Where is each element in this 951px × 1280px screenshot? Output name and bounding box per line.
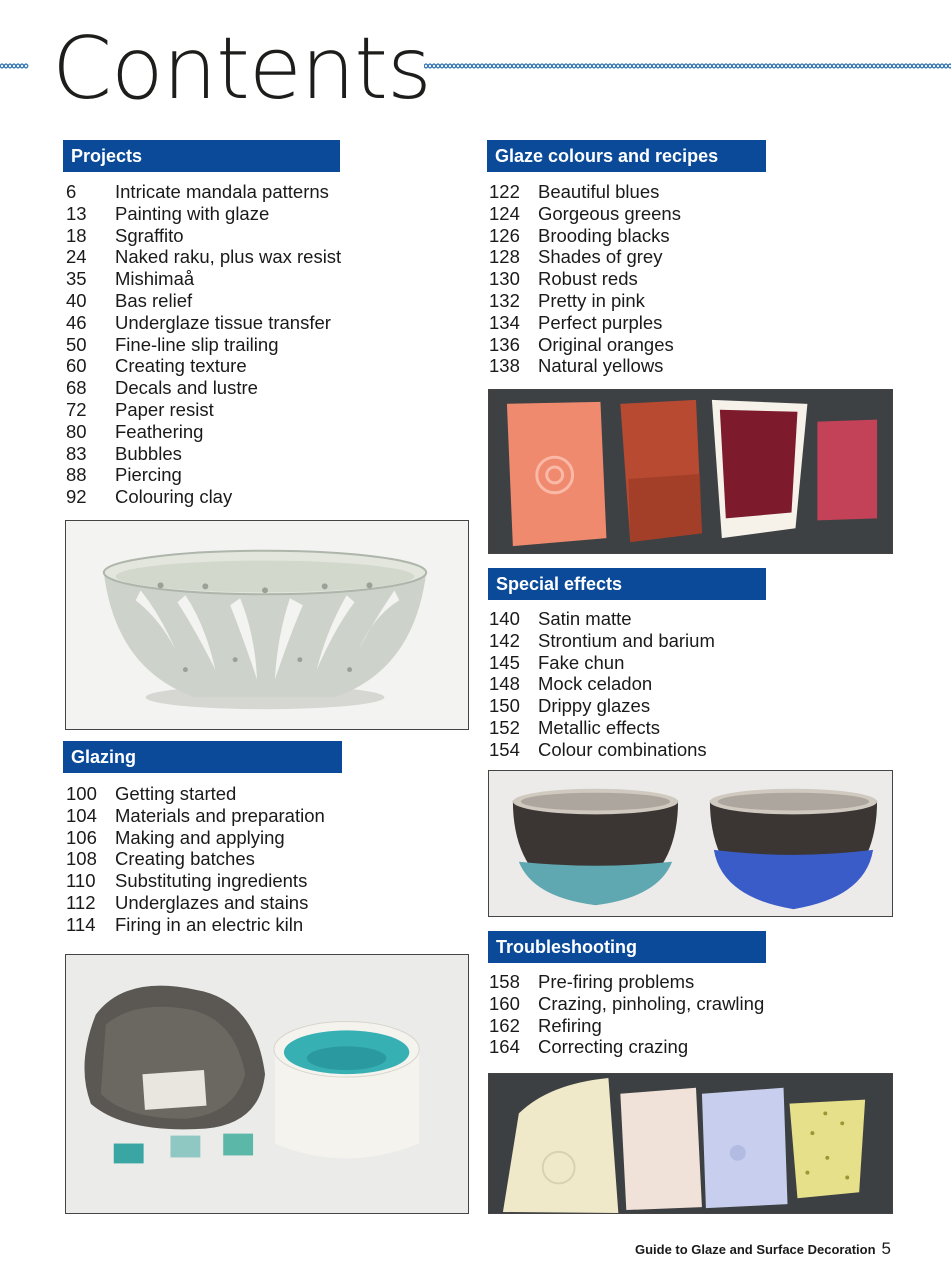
toc-entry (66, 355, 341, 377)
toc-page-number: 122 (489, 181, 520, 202)
toc-page-number: 108 (66, 848, 97, 870)
toc-entry-title: Drippy glazes (538, 695, 651, 717)
toc-page-number: 6 (66, 181, 77, 202)
toc-entry (489, 246, 681, 268)
toc-entry-title: Beautiful blues (538, 181, 660, 202)
toc-entry (489, 225, 681, 247)
toc-entry-title: Bas relief (115, 289, 193, 311)
toc-page-number: 104 (66, 804, 97, 826)
toc-entry-title: Piercing (115, 464, 182, 486)
toc-entry-title: Getting started (115, 783, 237, 804)
toc-page-number: 152 (489, 716, 520, 738)
toc-entry-title: Gorgeous greens (538, 202, 681, 224)
toc-entry-title: Underglaze tissue transfer (115, 311, 331, 333)
toc-page-number: 158 (489, 971, 520, 992)
toc-page-number: 46 (66, 311, 87, 333)
toc-entry-title: Decals and lustre (115, 377, 258, 399)
toc-entry (66, 464, 341, 486)
glaze-faults-tiles-photo (488, 1073, 893, 1214)
toc-entry (66, 399, 341, 421)
footer-book-title: Guide to Glaze and Surface Decoration (634, 1242, 876, 1257)
toc-entry (489, 652, 715, 674)
toc-entry (66, 290, 341, 312)
section-header-projects: Projects (63, 140, 340, 172)
toc-page-number: 154 (489, 738, 520, 760)
toc-entry-title: Metallic effects (538, 716, 661, 738)
toc-page-number: 148 (489, 673, 520, 695)
toc-page-number: 13 (66, 202, 87, 224)
toc-entry-title: Mock celadon (538, 673, 653, 695)
toc-page-number: 112 (66, 891, 96, 913)
toc-entry (66, 181, 341, 203)
toc-entry-title: Colour combinations (538, 738, 707, 760)
toc-entry (489, 608, 715, 630)
toc-entry-title: Brooding blacks (538, 224, 670, 246)
toc-entry (489, 312, 681, 334)
toc-list-projects (66, 181, 341, 508)
toc-entry-title: Making and applying (115, 826, 285, 848)
toc-page-number: 35 (66, 268, 87, 290)
toc-entry-title: Pretty in pink (538, 289, 645, 311)
section-header-special-effects: Special effects (488, 568, 766, 600)
toc-entry (66, 421, 341, 443)
toc-entry-title: Shades of grey (538, 246, 663, 268)
toc-page-number: 130 (489, 268, 520, 290)
toc-entry-title: Mishimaå (115, 268, 195, 290)
footer-page-number: 5 (881, 1239, 891, 1258)
toc-page-number: 110 (66, 870, 96, 892)
toc-entry (66, 246, 341, 268)
toc-page-number: 145 (489, 651, 520, 673)
toc-entry-title: Correcting crazing (538, 1036, 689, 1058)
toc-entry-title: Fine-line slip trailing (115, 333, 279, 355)
toc-page-number: 114 (66, 913, 96, 935)
toc-entry (489, 717, 715, 739)
toc-page-number: 60 (66, 355, 87, 377)
toc-entry-title: Perfect purples (538, 311, 663, 333)
toc-entry-title: Sgraffito (115, 224, 184, 246)
toc-entry (66, 848, 325, 870)
toc-page-number: 83 (66, 442, 87, 464)
toc-list-special-effects (489, 608, 715, 761)
toc-entry-title: Underglazes and stains (115, 891, 309, 913)
page-title: Contents (52, 19, 431, 119)
toc-page-number: 164 (489, 1036, 520, 1058)
toc-entry (489, 1015, 764, 1037)
toc-page-number: 72 (66, 398, 87, 420)
toc-page-number: 142 (489, 629, 520, 651)
toc-entry (489, 334, 681, 356)
toc-entry-title: Paper resist (115, 398, 214, 420)
toc-page-number: 88 (66, 464, 87, 486)
toc-page-number: 162 (489, 1014, 520, 1036)
toc-page-number: 126 (489, 224, 520, 246)
glaze-materials-photo (65, 954, 469, 1214)
toc-page-number: 80 (66, 420, 87, 442)
toc-entry (489, 268, 681, 290)
toc-page-number: 132 (489, 289, 520, 311)
toc-page-number: 100 (66, 783, 97, 804)
toc-entry-title: Feathering (115, 420, 204, 442)
toc-entry (66, 827, 325, 849)
toc-entry-title: Crazing, pinholing, crawling (538, 992, 765, 1014)
toc-entry (489, 203, 681, 225)
toc-entry (66, 914, 325, 936)
toc-list-troubleshooting (489, 971, 764, 1058)
glaze-colour-tiles-photo (488, 389, 893, 554)
toc-entry (489, 1036, 764, 1058)
toc-entry (489, 630, 715, 652)
toc-entry (66, 377, 341, 399)
toc-entry-title: Natural yellows (538, 355, 664, 377)
toc-entry (66, 805, 325, 827)
toc-page-number: 128 (489, 246, 520, 268)
toc-entry-title: Creating batches (115, 848, 255, 870)
toc-entry-title: Materials and preparation (115, 804, 325, 826)
toc-entry (489, 971, 764, 993)
toc-entry-title: Creating texture (115, 355, 247, 377)
toc-page-number: 18 (66, 224, 87, 246)
toc-entry (66, 203, 341, 225)
toc-entry (489, 673, 715, 695)
toc-entry (66, 486, 341, 508)
pierced-bowl-photo (65, 520, 469, 730)
toc-page-number: 50 (66, 333, 87, 355)
toc-entry-title: Fake chun (538, 651, 625, 673)
toc-page-number: 40 (66, 289, 87, 311)
toc-page-number: 24 (66, 246, 87, 268)
toc-entry (489, 355, 681, 377)
toc-entry-title: Original oranges (538, 333, 674, 355)
toc-entry (66, 892, 325, 914)
toc-list-glazing (66, 783, 325, 936)
toc-page-number: 138 (489, 355, 520, 377)
toc-entry-title: Pre-firing problems (538, 971, 695, 992)
toc-entry-title: Bubbles (115, 442, 182, 464)
toc-list-glaze-colours (489, 181, 681, 377)
toc-entry (66, 870, 325, 892)
toc-page-number: 160 (489, 992, 520, 1014)
toc-entry (66, 334, 341, 356)
toc-entry (66, 312, 341, 334)
page-footer (635, 1239, 891, 1259)
toc-page-number: 124 (489, 202, 520, 224)
toc-page-number: 92 (66, 486, 87, 508)
toc-entry-title: Intricate mandala patterns (115, 181, 329, 202)
toc-entry (489, 181, 681, 203)
toc-entry (489, 993, 764, 1015)
toc-page-number: 136 (489, 333, 520, 355)
toc-page-number: 68 (66, 377, 87, 399)
wave-divider-right (424, 60, 951, 72)
toc-entry-title: Substituting ingredients (115, 870, 308, 892)
toc-page-number: 134 (489, 311, 520, 333)
two-bowls-photo (488, 770, 893, 917)
toc-entry-title: Strontium and barium (538, 629, 715, 651)
toc-entry (66, 443, 341, 465)
toc-page-number: 140 (489, 608, 520, 629)
toc-entry (66, 225, 341, 247)
toc-entry (489, 290, 681, 312)
section-header-troubleshooting: Troubleshooting (488, 931, 766, 963)
wave-divider-left (0, 60, 30, 72)
toc-entry (66, 268, 341, 290)
section-header-glaze-colours: Glaze colours and recipes (487, 140, 766, 172)
toc-entry-title: Naked raku, plus wax resist (115, 246, 342, 268)
toc-page-number: 106 (66, 826, 97, 848)
toc-entry-title: Colouring clay (115, 486, 233, 508)
toc-entry-title: Painting with glaze (115, 202, 270, 224)
toc-entry-title: Robust reds (538, 268, 638, 290)
toc-entry (66, 783, 325, 805)
toc-page-number: 150 (489, 695, 520, 717)
toc-entry-title: Refiring (538, 1014, 602, 1036)
section-header-glazing: Glazing (63, 741, 342, 773)
toc-entry-title: Firing in an electric kiln (115, 913, 304, 935)
toc-entry-title: Satin matte (538, 608, 632, 629)
toc-entry (489, 739, 715, 761)
toc-entry (489, 695, 715, 717)
